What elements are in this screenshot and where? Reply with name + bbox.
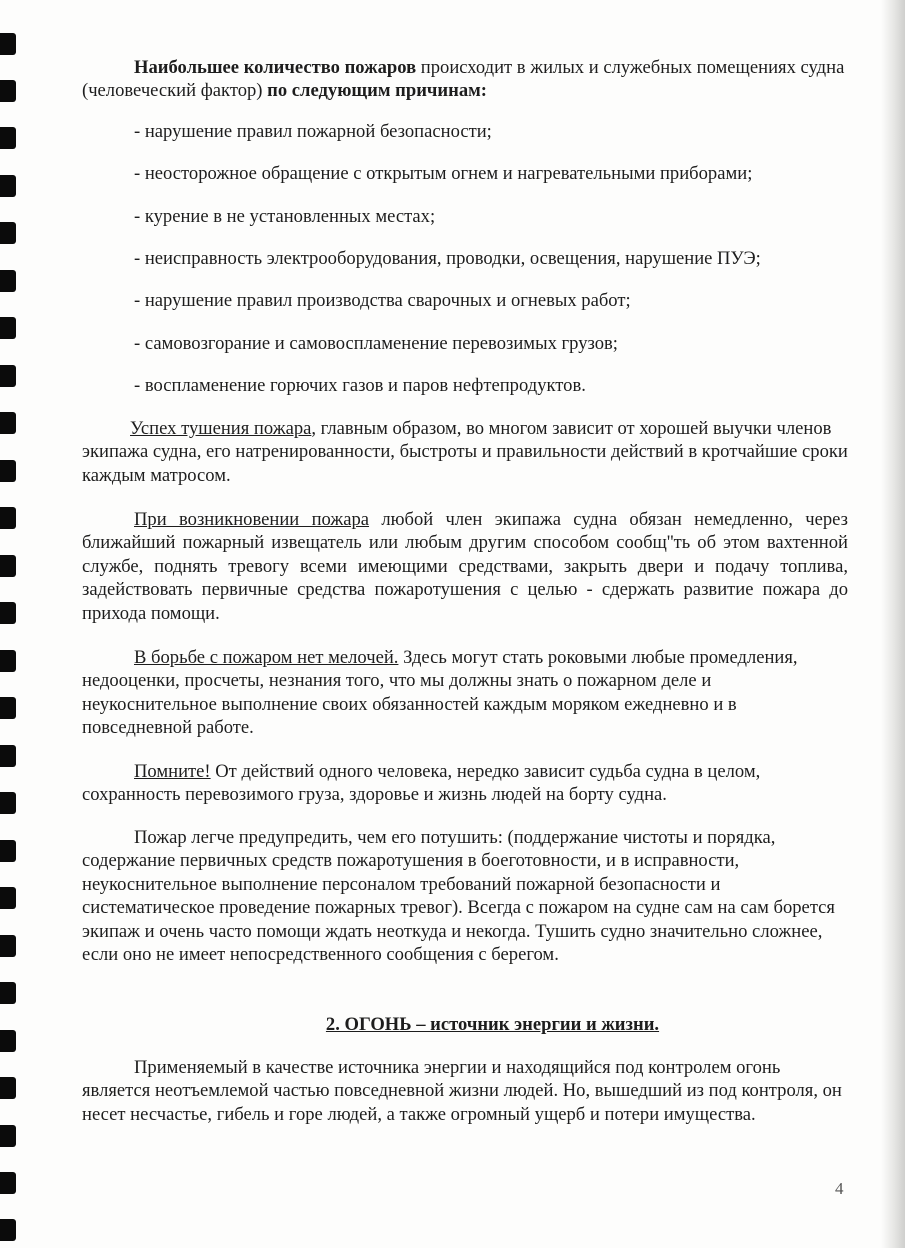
binding-hole xyxy=(0,1172,16,1194)
binding-hole xyxy=(0,270,16,292)
page-edge-shadow xyxy=(881,0,905,1248)
section-heading: 2. ОГОНЬ – источник энергии и жизни. xyxy=(325,1014,660,1035)
binding-hole xyxy=(0,33,16,55)
remember-text: От действий одного человека, нередко зависит судьба судна в целом, сохранность перевозимого груза, здоровье и жизнь людей на борту судна. xyxy=(82,761,761,806)
no-trifles-underlined: В борьбе с пожаром нет мелочей. xyxy=(134,647,399,668)
paragraph-prevention xyxy=(82,826,848,966)
no-trifles-text: Здесь могут стать роковыми любые промедления, недооценки, просчеты, незнания того, что мы должны знать о пожарном деле и неукоснительное выполнение своих обязанностей каждым моряком ежедневно и в повседневной работе. xyxy=(82,647,798,739)
paragraph-no-trifles xyxy=(82,646,848,740)
binding-hole xyxy=(0,792,16,814)
binding-hole xyxy=(0,1219,16,1241)
binding-hole xyxy=(0,745,16,767)
binding-hole xyxy=(0,650,16,672)
fire-energy-text: Применяемый в качестве источника энергии и находящийся под контролем огонь является неотъемлемой частью повседневной жизни людей. Но, вышедший из под контроля, он несет несчастье, гибель и горе людей, а также огромный ущерб и потери имущества. xyxy=(82,1057,842,1125)
binding-hole xyxy=(0,222,16,244)
cause-item: - курение в не установленных местах; xyxy=(134,206,436,227)
binding-hole xyxy=(0,840,16,862)
paragraph-fire-energy xyxy=(82,1056,848,1126)
cause-item: - воспламенение горючих газов и паров нефтепродуктов. xyxy=(134,375,586,396)
intro-bold-tail: по следующим причинам: xyxy=(262,80,487,102)
remember-underlined: Помните! xyxy=(134,761,211,782)
cause-item: - самовозгорание и самовоспламенение перевозимых грузов; xyxy=(134,333,618,354)
binding-hole xyxy=(0,127,16,149)
binding-hole xyxy=(0,412,16,434)
spiral-binding xyxy=(0,0,18,1248)
success-text: , главным образом, во многом зависит от хорошей выучки членов экипажа судна, его натренированности, быстроты и правильности действий в кротчайшие сроки каждым матросом. xyxy=(82,418,848,486)
cause-item: - нарушение правил пожарной безопасности; xyxy=(134,121,492,142)
intro-bold-lead: Наибольшее количество пожаров xyxy=(134,57,417,78)
intro-text: происходит в жилых и служебных помещениях судна (человеческий фактор) xyxy=(82,57,845,102)
page-number: 4 xyxy=(835,1179,844,1198)
binding-hole xyxy=(0,365,16,387)
success-underlined: Успех тушения пожара xyxy=(130,418,312,439)
paragraph-success xyxy=(82,417,848,487)
binding-hole xyxy=(0,697,16,719)
binding-hole xyxy=(0,982,16,1004)
occurrence-underlined: При возникновении пожара xyxy=(134,509,370,530)
paragraph-fire-occurrence xyxy=(82,508,848,625)
occurrence-text: любой член экипажа судна обязан немедленно, через ближайший пожарный извещатель или любым другим способом сообщ''ть об этом вахтенной службе, поднять тревогу всеми имеющими средствами, закрыть двери и подачу топлива, задействовать первичные средства пожаротушения с целью - сдержать развитие пожара до прихода помощи. xyxy=(82,509,848,624)
cause-item: - нарушение правил производства сварочных и огневых работ; xyxy=(134,290,631,311)
binding-hole xyxy=(0,317,16,339)
binding-hole xyxy=(0,555,16,577)
binding-hole xyxy=(0,175,16,197)
binding-hole xyxy=(0,1125,16,1147)
binding-hole xyxy=(0,507,16,529)
cause-item: - неосторожное обращение с открытым огнем и нагревательными приборами; xyxy=(134,163,753,184)
cause-item: - неисправность электрооборудования, проводки, освещения, нарушение ПУЭ; xyxy=(134,248,761,269)
binding-hole xyxy=(0,80,16,102)
binding-hole xyxy=(0,460,16,482)
intro-paragraph xyxy=(82,56,848,103)
binding-hole xyxy=(0,602,16,624)
binding-hole xyxy=(0,935,16,957)
prevention-text: Пожар легче предупредить, чем его потушить: (поддержание чистоты и порядка, содержание первичных средств пожаротушения в боеготовности, и в исправности, неукоснительное выполнение персоналом требований пожарной безопасности и систематическое проведение пожарных тревог). Всегда с пожаром на судне сам на сам борется экипаж и очень часто помощи ждать неоткуда и некогда. Тушить судно значительно сложнее, если оно не имеет непосредственного сообщения с берегом. xyxy=(82,827,835,966)
binding-hole xyxy=(0,887,16,909)
binding-hole xyxy=(0,1077,16,1099)
paragraph-remember xyxy=(82,760,848,807)
